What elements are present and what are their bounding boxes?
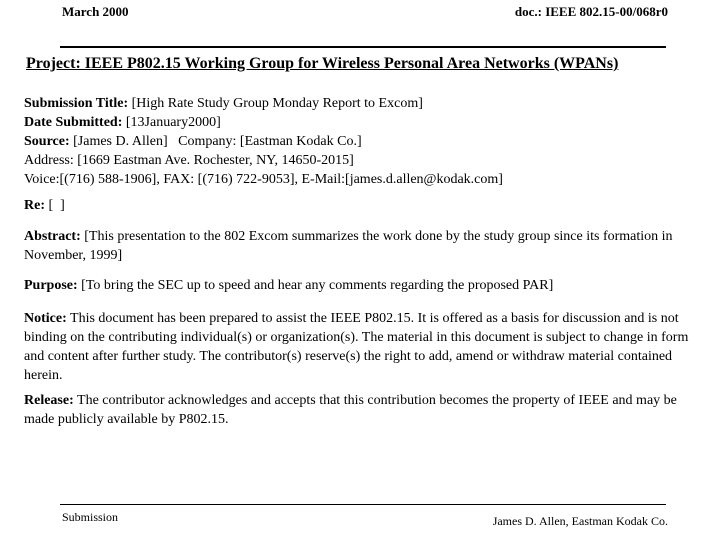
purpose-text: [To bring the SEC up to speed and hear any comments regarding the proposed PAR] xyxy=(81,278,554,293)
submission-info xyxy=(24,94,700,189)
source-value: [James D. Allen] Company: [Eastman Kodak Co.] xyxy=(73,134,362,149)
date-submitted-label: Date Submitted: xyxy=(24,115,123,130)
re-line xyxy=(24,196,700,215)
date-submitted-value: [13January2000] xyxy=(125,115,221,130)
abstract-text: [This presentation to the 802 Excom summarizes the work done by the study group since its formation in November, 1999] xyxy=(24,229,673,263)
re-value: [ ] xyxy=(48,198,65,213)
purpose-section xyxy=(24,276,700,295)
release-text: The contributor acknowledges and accepts that this contribution becomes the property of IEEE and may be made publicly available by P802.15. xyxy=(24,393,677,427)
header-doc-id: doc.: IEEE 802.15-00/068r0 xyxy=(514,4,668,19)
voice-line: Voice:[(716) 588-1906], FAX: [(716) 722-9053], E-Mail:[james.d.allen@kodak.com] xyxy=(24,172,503,187)
submission-title-label: Submission Title: xyxy=(24,96,129,111)
submission-title-line xyxy=(24,94,700,113)
header-date: March 2000 xyxy=(62,4,129,19)
project-title: Project: IEEE P802.15 Working Group for Wireless Personal Area Networks (WPANs) xyxy=(26,55,619,72)
date-submitted-line xyxy=(24,113,700,132)
abstract-label: Abstract: xyxy=(24,229,81,244)
notice-text: This document has been prepared to assist the IEEE P802.15. It is offered as a basis for discussion and is not binding on the contributing individual(s) or organization(s). The material in this document is subject to change in form and content after further study. The contributor(s) reserve(s) the right to add, amend or withdraw material contained herein. xyxy=(24,311,689,383)
purpose-label: Purpose: xyxy=(24,278,78,293)
release-section xyxy=(24,391,700,429)
address-line: Address: [1669 Eastman Ave. Rochester, NY, 14650-2015] xyxy=(24,153,354,168)
source-label: Source: xyxy=(24,134,70,149)
notice-label: Notice: xyxy=(24,311,67,326)
submission-title-value: [High Rate Study Group Monday Report to Excom] xyxy=(131,96,423,111)
footer-author: James D. Allen, Eastman Kodak Co. xyxy=(492,514,668,528)
footer-submission: Submission xyxy=(62,510,119,524)
notice-section xyxy=(24,309,700,385)
abstract-section xyxy=(24,227,700,265)
source-line xyxy=(24,132,700,151)
footer-divider xyxy=(60,504,666,505)
header-divider xyxy=(60,46,666,48)
re-label: Re: xyxy=(24,198,45,213)
release-label: Release: xyxy=(24,393,74,408)
